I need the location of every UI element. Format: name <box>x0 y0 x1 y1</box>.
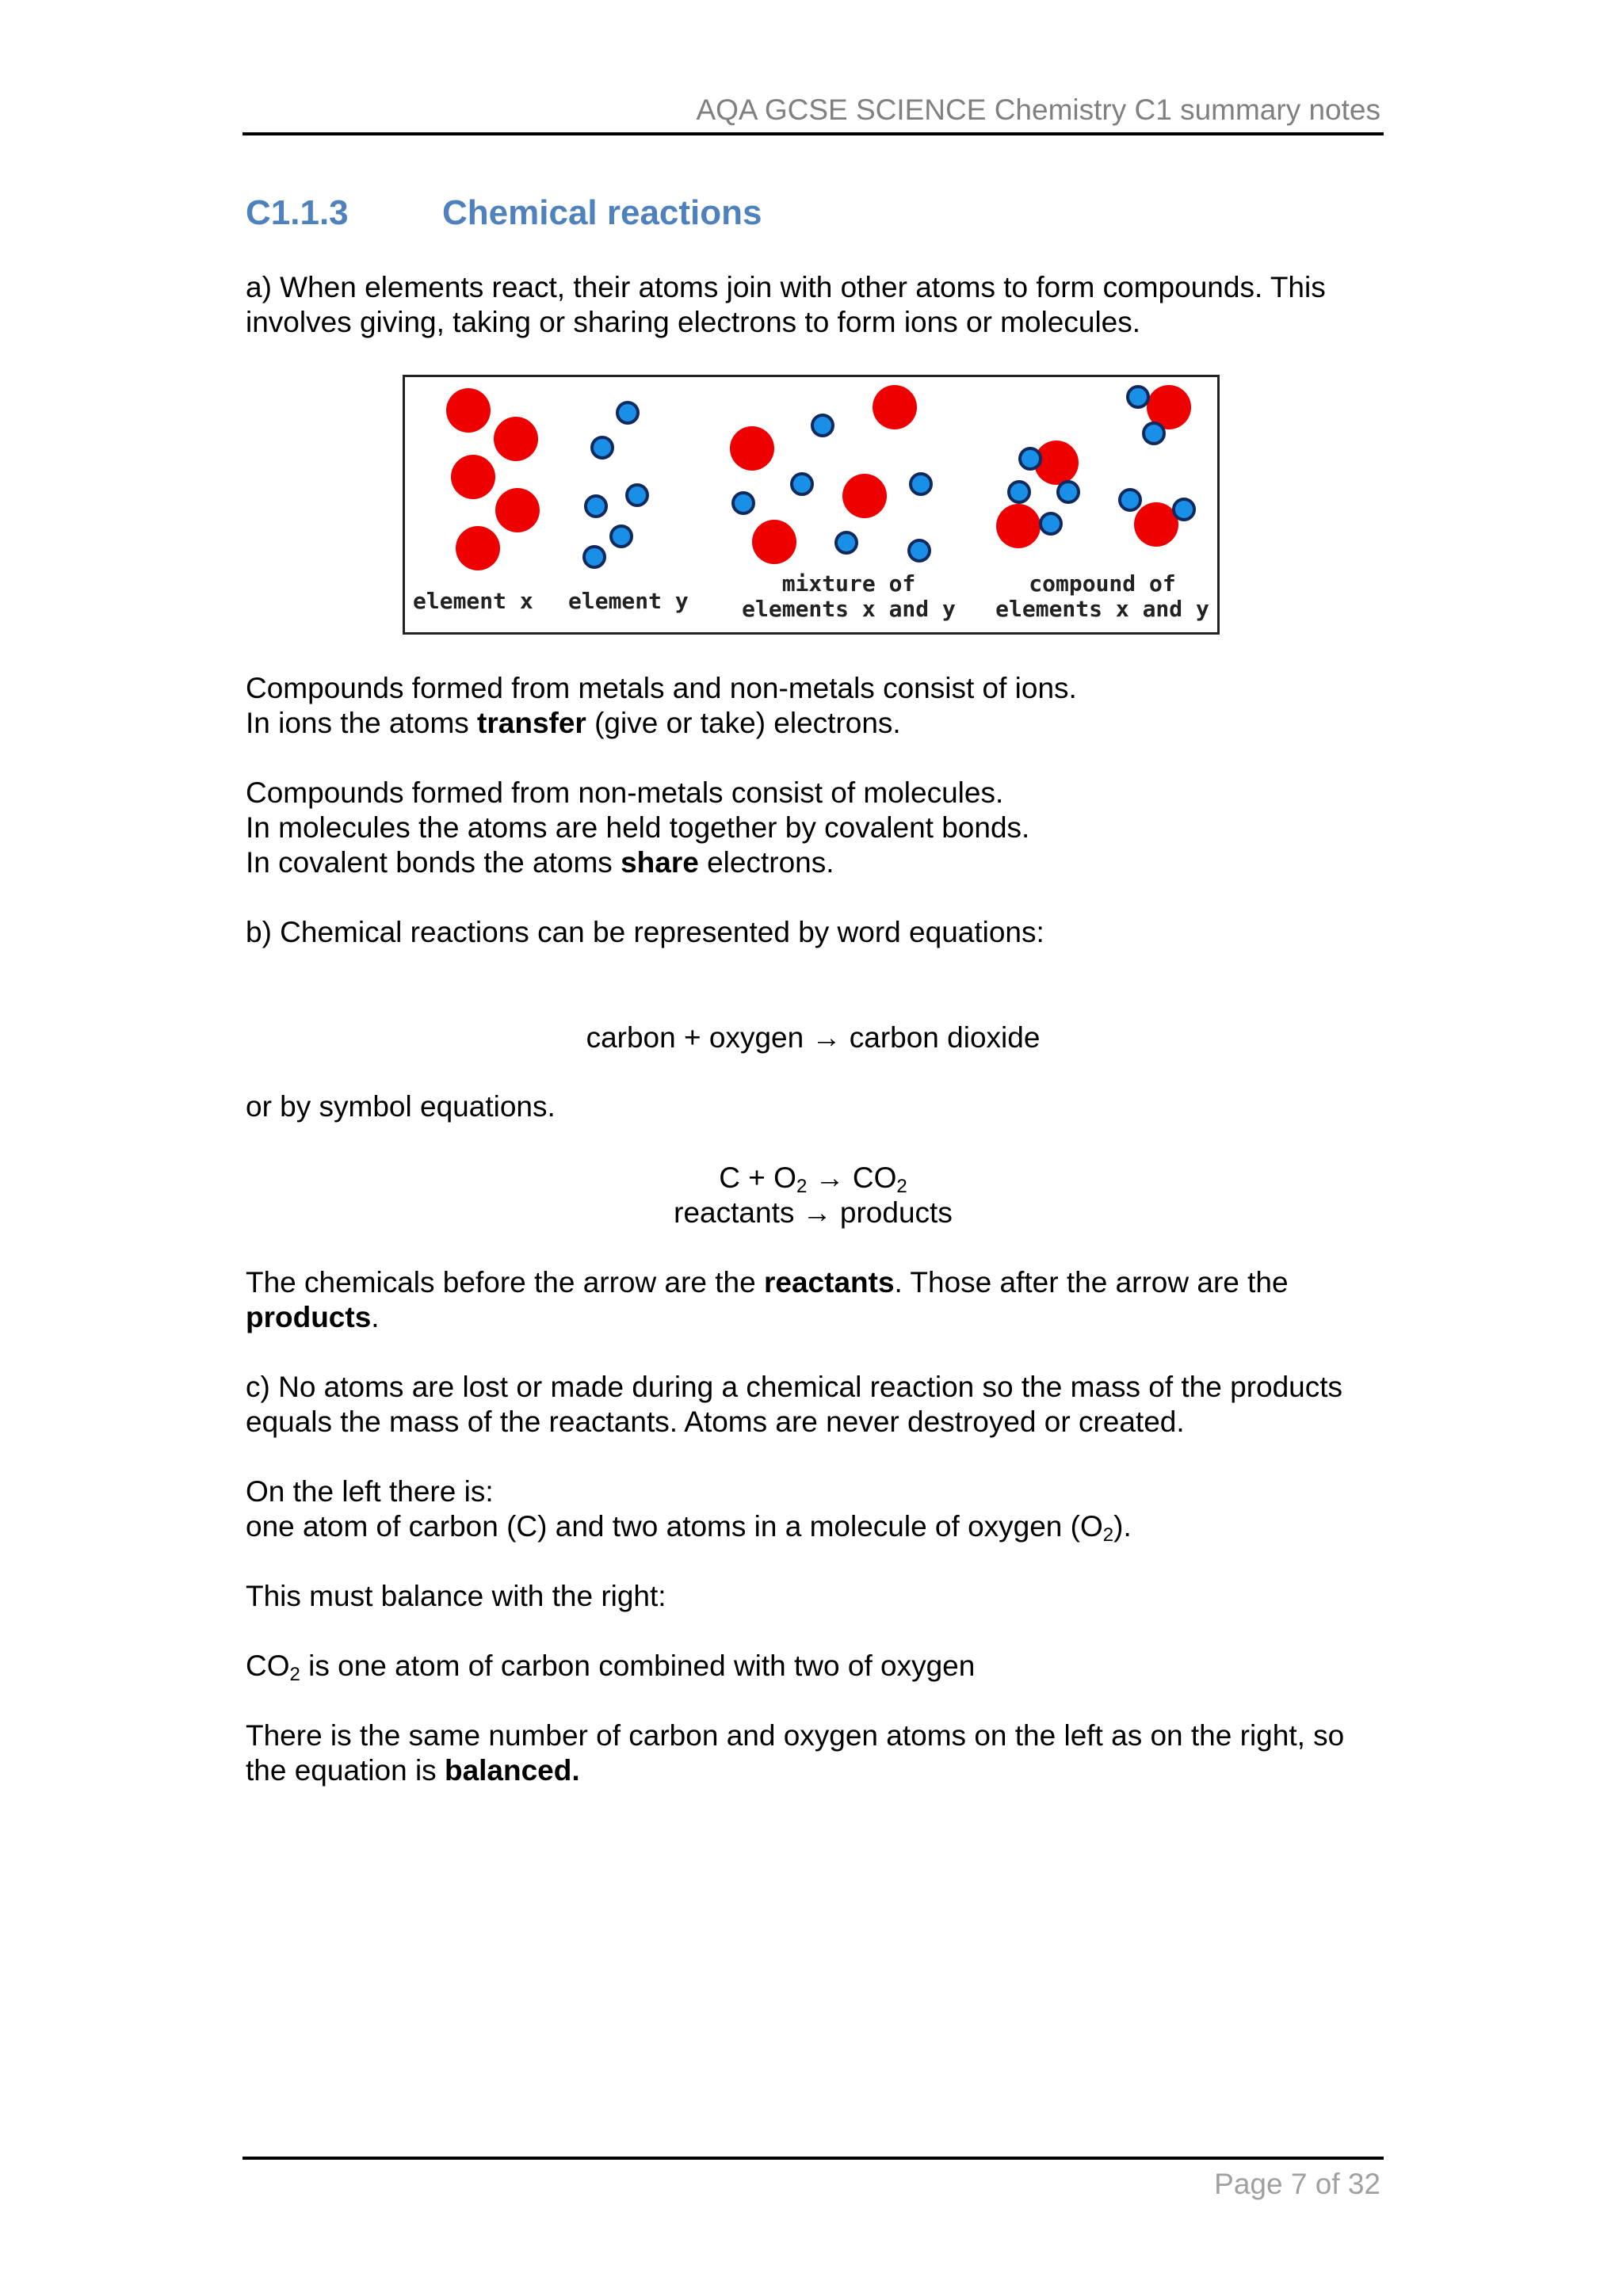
mixture-y-atom <box>907 539 931 563</box>
element-y-atom <box>625 483 649 507</box>
compound-x-atom <box>996 504 1041 548</box>
reactants-line-2: products. <box>246 1301 380 1333</box>
running-header: AQA GCSE SCIENCE Chemistry C1 summary notes <box>696 93 1381 126</box>
left-side-line-1: On the left there is: <box>246 1475 494 1508</box>
element-y-atom <box>590 436 614 460</box>
label-mixture-line-2: elements x and y <box>742 596 956 622</box>
term-products: products <box>246 1301 372 1333</box>
mixture-x-atom <box>873 385 917 429</box>
element-x-atom <box>446 388 491 433</box>
label-compound-line-1: compound of <box>1029 570 1176 597</box>
compound-y-atom <box>1172 498 1196 521</box>
word-equation: carbon + oxygen → carbon dioxide <box>586 1021 1041 1054</box>
ions-line-2: In ions the atoms transfer (give or take) electrons. <box>246 707 901 739</box>
term-transfer: transfer <box>477 707 586 739</box>
compound-y-atom <box>1039 512 1063 536</box>
compound-y-atom <box>1118 488 1142 512</box>
label-compound-line-2: elements x and y <box>995 596 1209 622</box>
para-a-line-2: involves giving, taking or sharing electrons to form ions or molecules. <box>246 306 1141 338</box>
element-y-atom <box>582 545 606 569</box>
para-b: b) Chemical reactions can be represented by word equations: <box>246 916 1044 948</box>
mixture-x-atom <box>752 520 796 564</box>
symbol-intro: or by symbol equations. <box>246 1090 556 1123</box>
element-x-atom <box>495 488 540 532</box>
particle-diagram <box>403 375 1220 635</box>
compound-y-atom <box>1142 421 1166 445</box>
section-number: C1.1.3 <box>246 193 349 232</box>
compound-y-atom <box>1126 385 1150 409</box>
left-side-line-2: one atom of carbon (C) and two atoms in a molecule of oxygen $(O_2)$. <box>246 1510 1132 1546</box>
molecules-line-3: In covalent bonds the atoms share electrons. <box>246 846 834 879</box>
label-element-y: element y <box>568 588 689 614</box>
compound-y-atom <box>1018 447 1042 471</box>
element-x-atom <box>451 455 495 499</box>
mixture-x-atom <box>842 474 887 518</box>
molecules-line-1: Compounds formed from non-metals consist of molecules. <box>246 776 1004 809</box>
para-c-line-1: c) No atoms are lost or made during a chemical reaction so the mass of the products <box>246 1371 1343 1403</box>
mixture-y-atom <box>731 491 755 515</box>
element-y-atom <box>616 401 640 425</box>
molecules-line-2: In molecules the atoms are held together by covalent bonds. <box>246 811 1030 844</box>
element-y-atom <box>609 524 633 548</box>
mixture-x-atom <box>730 426 774 471</box>
element-y-atom <box>584 494 608 518</box>
section-heading <box>246 193 762 233</box>
compound-y-atom <box>1056 480 1080 504</box>
reactants-line-1: The chemicals before the arrow are the reactants. Those after the arrow are the <box>246 1266 1289 1299</box>
section-title: Chemical reactions <box>442 193 762 232</box>
balance-line: This must balance with the right: <box>246 1580 666 1612</box>
term-balanced: balanced. <box>444 1754 580 1787</box>
mixture-y-atom <box>834 531 858 555</box>
symbol-equation: $C + O_2 \to CO_2$ <box>719 1161 907 1197</box>
compound-y-atom <box>1007 480 1031 504</box>
mixture-y-atom <box>811 414 834 437</box>
term-reactants: reactants <box>764 1266 895 1299</box>
ions-line-1: Compounds formed from metals and non-metals consist of ions. <box>246 672 1077 704</box>
mixture-y-atom <box>790 472 814 496</box>
element-x-atom <box>456 526 500 570</box>
term-share: share <box>621 846 699 879</box>
page-number: Page 7 of 32 <box>1214 2168 1381 2200</box>
label-mixture-line-1: mixture of <box>781 570 916 597</box>
para-a-line-1: a) When elements react, their atoms join with other atoms to form compounds. This <box>246 271 1326 303</box>
conclusion-line-2: the equation is balanced. <box>246 1754 580 1787</box>
co2-line: $CO_2$ is one atom of carbon combined with two of oxygen <box>246 1650 976 1685</box>
footer-rule <box>242 2157 1384 2160</box>
para-c-line-2: equals the mass of the reactants. Atoms are never destroyed or created. <box>246 1405 1185 1438</box>
element-x-atom <box>494 417 538 461</box>
general-equation: reactants → products <box>674 1196 953 1229</box>
mixture-y-atom <box>909 472 933 496</box>
label-element-x: element x <box>413 588 533 614</box>
conclusion-line-1: There is the same number of carbon and oxygen atoms on the left as on the right, so <box>246 1719 1345 1752</box>
header-rule <box>242 132 1384 135</box>
